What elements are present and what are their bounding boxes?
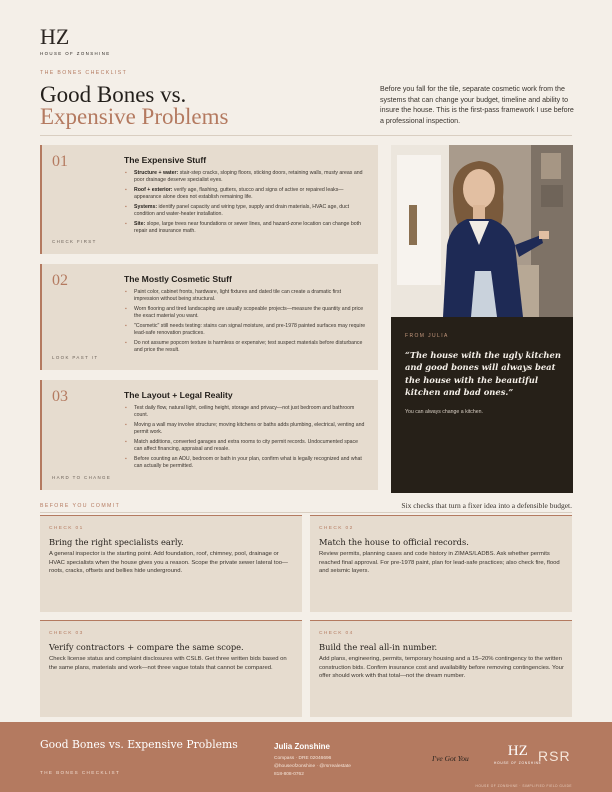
intro-paragraph: Before you fall for the tile, separate cosmetic work from the systems that can change your budget, timeline and ability to insure the house. This is the first-pass framework I use before a professional inspection. <box>380 85 574 125</box>
check-card-03 <box>40 620 302 717</box>
section-card-cosmetic <box>40 264 378 370</box>
quote-caption: You can always change a kitchen. <box>405 409 483 415</box>
rsr-logo: RSR <box>538 748 571 764</box>
check-label: CHECK 04 <box>319 631 354 636</box>
list-item: ▪ Worn flooring and tired landscaping are usually scopeable projects—measure the quantity and price the exact material you want. <box>124 306 366 320</box>
commit-note: Six checks that turn a fixer idea into a defensible budget. <box>401 501 572 510</box>
list-item: ▪ Paint color, cabinet fronts, hardware, light fixtures and dated tile can create a dramatic first impression without being structural. <box>124 289 366 303</box>
footer-logo-subtitle: HOUSE OF ZONSHINE <box>494 761 542 765</box>
check-label: CHECK 01 <box>49 526 84 531</box>
page-footer <box>0 722 612 792</box>
check-card-01 <box>40 515 302 612</box>
portrait-illustration <box>391 145 573 317</box>
section-number: 02 <box>52 272 68 289</box>
list-item: ▪ Before counting an ADU, bedroom or bath in your plan, confirm what is legally recognized and what can actually be permitted. <box>124 456 366 470</box>
commit-divider <box>40 512 572 513</box>
section-list <box>124 170 366 238</box>
list-item: ▪ Test daily flow, natural light, ceiling height, storage and privacy—not just bedroom and bathroom count. <box>124 405 366 419</box>
section-title: The Layout + Legal Reality <box>124 390 233 400</box>
check-title: Build the real all-in number. <box>319 642 438 652</box>
check-title: Bring the right specialists early. <box>49 537 184 547</box>
check-label: CHECK 02 <box>319 526 354 531</box>
agent-license: Compass · DRE 02046696 <box>274 756 332 761</box>
footer-fine-print: HOUSE OF ZONSHINE · SIMPLIFIED FIELD GUIDE <box>475 784 572 788</box>
check-body: Review permits, planning cases and code history in ZIMAS/LADBS. Ask whether permits reached final approval. For pre-1978 paint, plan for lead-safe practices; also check fire, flood and seismic layers. <box>319 551 560 575</box>
list-item: ▪ Moving a wall may involve structure; moving kitchens or baths adds plumbing, electrical, venting and permit work. <box>124 422 366 436</box>
check-card-04 <box>310 620 572 717</box>
logo-mark: HZ <box>40 24 70 49</box>
brand-logo <box>40 26 111 56</box>
section-tag: CHECK FIRST <box>52 239 97 244</box>
section-card-expensive <box>40 145 378 254</box>
check-card-02 <box>310 515 572 612</box>
list-item: ▪ "Cosmetic" still needs testing: stains can signal moisture, and pre-1978 painted surfaces may require lead-safe renovation practices. <box>124 323 366 337</box>
section-card-layout <box>40 380 378 490</box>
footer-brand-logo <box>494 744 542 765</box>
section-list <box>124 405 366 473</box>
header-divider <box>40 135 572 136</box>
section-number: 03 <box>52 388 68 405</box>
section-title: The Expensive Stuff <box>124 155 207 165</box>
section-title: The Mostly Cosmetic Stuff <box>124 274 232 284</box>
check-body: Check license status and complaint disclosures with CSLB. Get three written bids based on the same plans, materials and work—not three vague totals that cannot be compared. <box>49 656 287 671</box>
agent-social[interactable]: @houseofzonshine · @rsrrealestate <box>274 764 351 769</box>
logo-subtitle: HOUSE OF ZONSHINE <box>40 51 111 56</box>
check-title: Match the house to official records. <box>319 537 469 547</box>
commit-eyebrow: BEFORE YOU COMMIT <box>40 503 121 509</box>
checklist-eyebrow: THE BONES CHECKLIST <box>40 70 128 76</box>
footer-logo-mark: HZ <box>507 743 528 759</box>
page-title-line1: Good Bones vs. <box>40 82 187 107</box>
list-item: ▪ Roof + exterior: verify age, flashing, gutters, stucco and signs of active or repaired leaks—appearance alone does not establish remaining life. <box>124 187 366 201</box>
list-item: ▪ Site: slope, large trees near foundations or sewer lines, and hazard-zone location can change both repair and insurance math. <box>124 221 366 235</box>
section-number: 01 <box>52 153 68 170</box>
list-item: ▪ Systems: identify panel capacity and wiring type, supply and drain materials, HVAC age, duct condition and water-heater installation. <box>124 204 366 218</box>
footer-tagline: I've Got You <box>432 754 469 763</box>
agent-portrait-photo <box>391 145 573 317</box>
check-body: Add plans, engineering, permits, temporary housing and a 15–20% contingency to the written construction bids. Confirm insurance cost and availability before removing contingencies. Your offer should work with that total—not the dream number. <box>319 656 564 680</box>
section-tag: LOOK PAST IT <box>52 355 99 360</box>
card-accent-bar <box>40 145 42 254</box>
list-item: ▪ Match additions, converted garages and extra rooms to city permit records. Undocumented space can affect financing, appraisal and resale. <box>124 439 366 453</box>
card-accent-bar <box>40 380 42 490</box>
agent-phone[interactable]: 818-808-0762 <box>274 772 304 777</box>
footer-subtitle: THE BONES CHECKLIST <box>40 770 121 775</box>
list-item: ▪ Do not assume popcorn texture is harmless or expensive; test suspect materials before disturbance and price the result. <box>124 340 366 354</box>
footer-title: Good Bones vs. Expensive Problems <box>40 738 238 751</box>
section-list <box>124 289 366 357</box>
check-label: CHECK 03 <box>49 631 84 636</box>
check-title: Verify contractors + compare the same scope. <box>49 642 244 652</box>
page-title-line2: Expensive Problems <box>40 104 229 129</box>
card-accent-bar <box>40 264 42 370</box>
quote-panel <box>391 317 573 493</box>
list-item: ▪ Structure + water: stair-step cracks, sloping floors, sticking doors, retaining walls, musty areas and poor drainage deserve specialist eyes. <box>124 170 366 184</box>
check-body: A general inspector is the starting point. Add foundation, roof, chimney, pool, drainage or HVAC specialists when the house gives you a reason. Scope the private sewer lateral too—roots, cracks, offsets and bellies hide underground. <box>49 551 288 575</box>
section-tag: HARD TO CHANGE <box>52 475 112 480</box>
quote-text: “The house with the ugly kitchen and good bones will always beat the house with the beautiful kitchen and bad ones.” <box>405 350 561 398</box>
agent-name: Julia Zonshine <box>274 742 331 751</box>
quote-eyebrow: FROM JULIA <box>405 333 449 339</box>
